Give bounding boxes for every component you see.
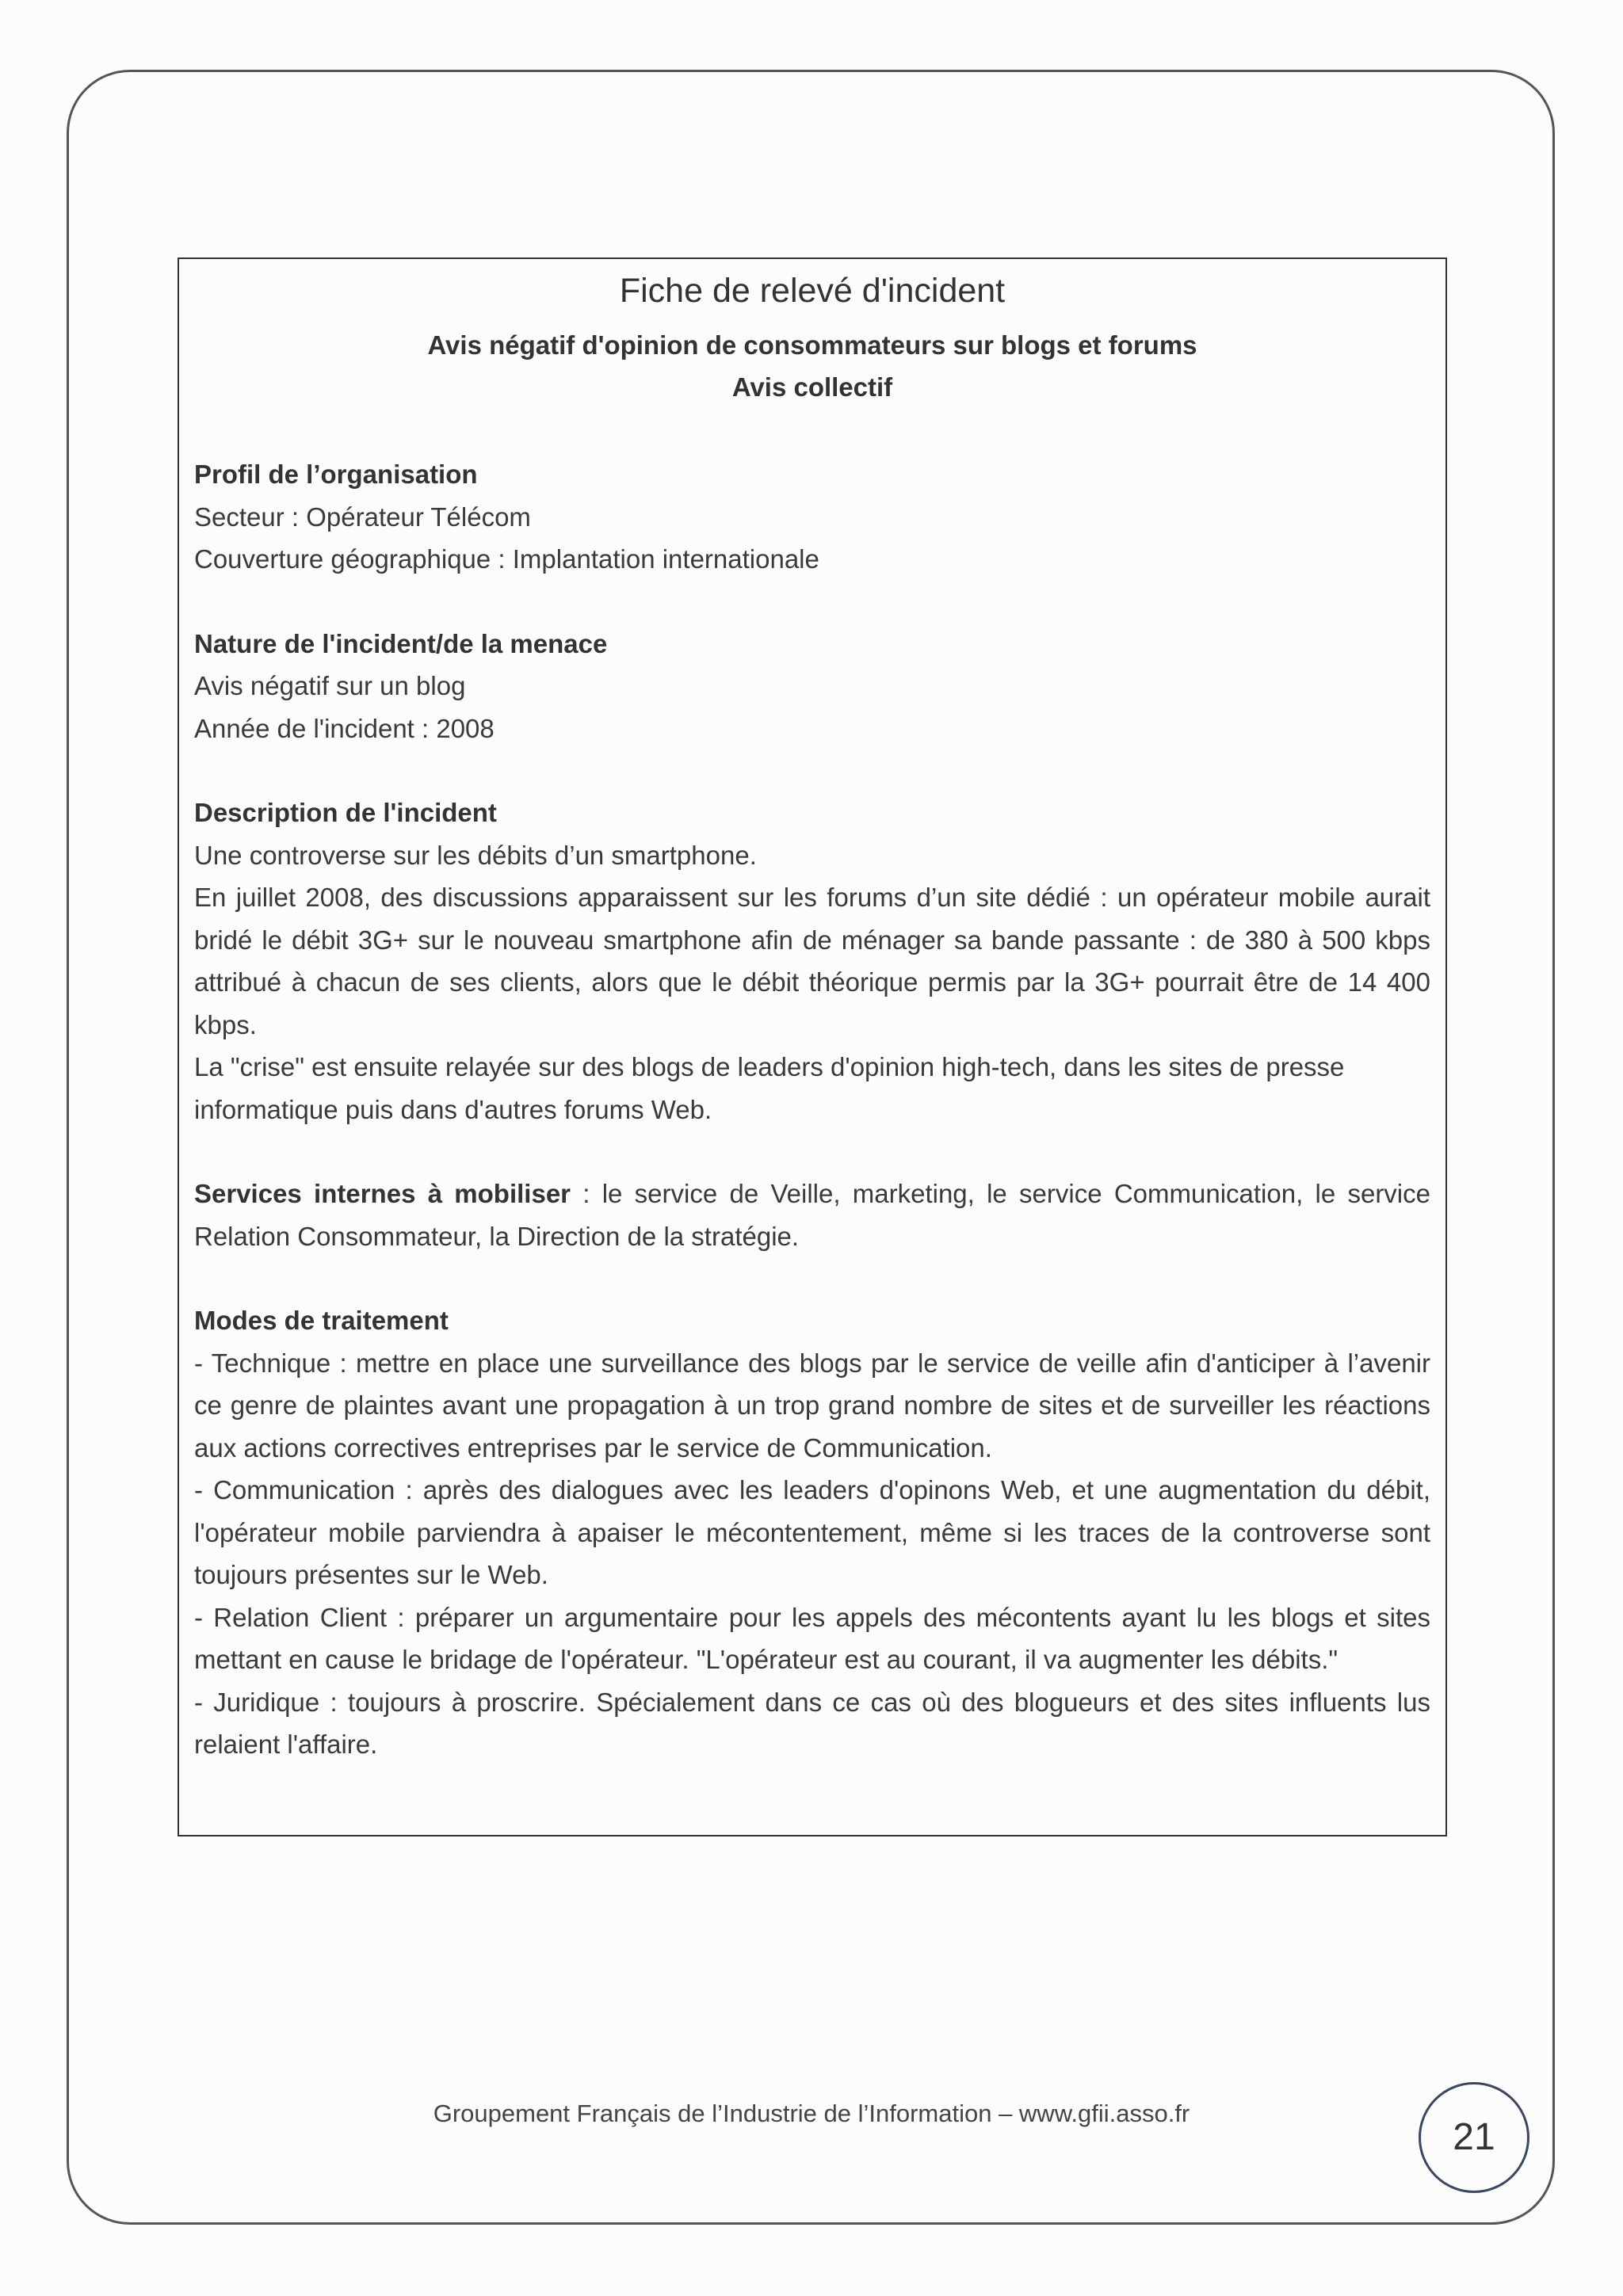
sheet-title: Fiche de relevé d'incident [619, 272, 1006, 310]
mode-relation-client: - Relation Client : préparer un argumentaire pour les appels des mécontents ayant lu les blogs et sites mettant en cause le bridage de l'opérateur. "L'opérateur est au courant, il va augmenter les débits." [194, 1602, 1430, 1674]
description-intro: Une controverse sur les débits d’un smartphone. [194, 840, 757, 870]
nature-type: Avis négatif sur un blog [194, 671, 466, 700]
modes-heading: Modes de traitement [194, 1306, 449, 1335]
description-paragraph-2: La "crise" est ensuite relayée sur des blogs de leaders d'opinion high-tech, dans les sites de presse informatique puis dans d'autres forums Web. [194, 1052, 1345, 1124]
services-heading: Services internes à mobiliser [194, 1179, 571, 1208]
description-heading: Description de l'incident [194, 798, 497, 827]
profile-section [194, 453, 1430, 581]
services-text: : le service de Veille, marketing, le service Communication, le service Relation Consommateur, la Direction de la stratégie. [194, 1179, 1430, 1251]
profile-sector: Secteur : Opérateur Télécom [194, 502, 531, 532]
sheet-subtitle: Avis négatif d'opinion de consommateurs sur blogs et forums [427, 330, 1197, 360]
profile-coverage: Couverture géographique : Implantation internationale [194, 544, 819, 574]
description-paragraph: En juillet 2008, des discussions apparaissent sur les forums d’un site dédié : un opérateur mobile aurait bridé le débit 3G+ sur le nouveau smartphone afin de ménager sa bande passante : de 380 à 500 kbps attribué à chacun de ses clients, alors que le débit théorique permis par la 3G+ pourrait être de 14 400 kbps. [194, 883, 1430, 1039]
profile-heading: Profil de l’organisation [194, 460, 478, 489]
footer-text: Groupement Français de l’Industrie de l’Information – www.gfii.asso.fr [433, 2100, 1190, 2127]
services-section [194, 1173, 1430, 1257]
sheet-subtitle-secondary: Avis collectif [731, 372, 893, 402]
page-number: 21 [1419, 2082, 1529, 2193]
description-section [194, 791, 1430, 1131]
incident-sheet [178, 257, 1447, 1836]
mode-juridique: - Juridique : toujours à proscrire. Spécialement dans ce cas où des blogueurs et des sites influents lus relaient l'affaire. [194, 1687, 1430, 1759]
nature-section [194, 623, 1430, 750]
mode-technique: - Technique : mettre en place une surveillance des blogs par le service de veille afin d'anticiper à l’avenir ce genre de plaintes avant une propagation à un trop grand nombre de sites et de surveiller les réactions aux actions correctives entreprises par le service de Communication. [194, 1348, 1430, 1463]
nature-year: Année de l'incident : 2008 [194, 713, 495, 743]
mode-communication: - Communication : après des dialogues avec les leaders d'opinons Web, et une augmentation du débit, l'opérateur mobile parviendra à apaiser le mécontentement, même si les traces de la controverse sont toujours présentes sur le Web. [194, 1475, 1430, 1589]
nature-heading: Nature de l'incident/de la menace [194, 628, 608, 658]
modes-section [194, 1299, 1430, 1766]
